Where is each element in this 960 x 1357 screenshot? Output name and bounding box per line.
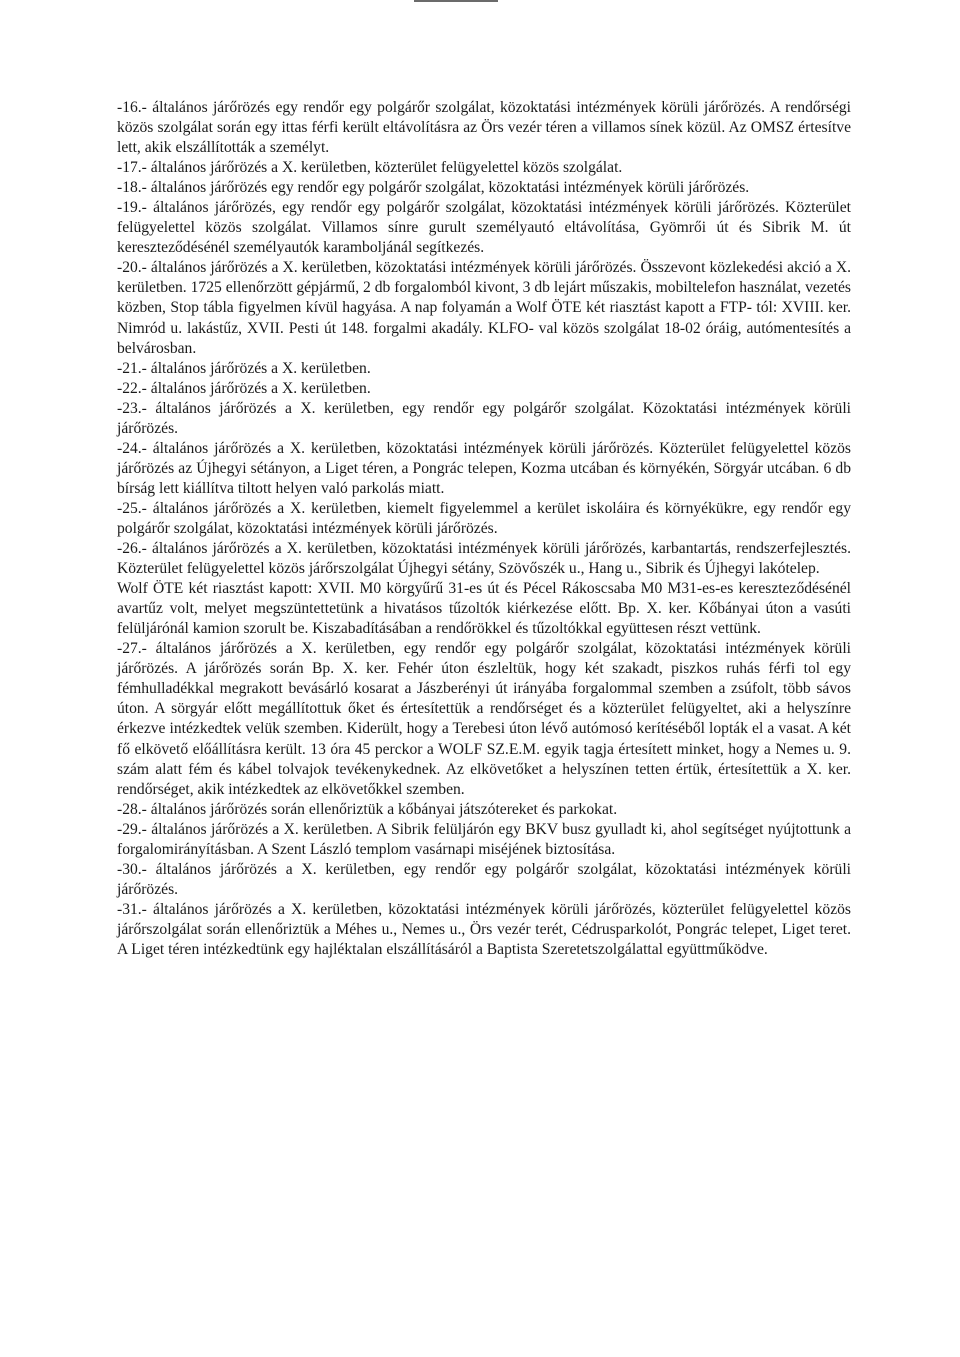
entry-day-29: -29.- általános járőrözés a X. kerületben. A Sibrik felüljárón egy BKV busz gyulladt ki, ahol segítséget nyújtottunk a forgalomirányításban. A Szent László templom vasárnapi miséjének biztosítása. [117,820,851,858]
entry-wolf-ote-alarms: Wolf ÖTE két riasztást kapott: XVII. M0 körgyűrű 31-es út és Pécel Rákoscsaba M0 M31-es-es kereszteződésénél avartűz volt, melyet megszüntettetünk a hivatásos tűzoltók kiérkezése előtt. Bp. X. ker. Kőbányai úton a vasúti felüljárónál kamion szorult be. Kiszabadításában a rendőrökkel és tűzoltókkal együttesen részt vettünk. [117,580,851,638]
entry-day-20: -20.- általános járőrözés a X. kerületben, közoktatási intézmények körüli járőrözés. Összevont közlekedési akció a X. kerületben. 1725 ellenőrzött gépjármű, 2 db forgalomból kivont, 3 db lejárt műszakis, mobiltelefon használat, vezetés közben, Stop tábla figyelmen kívül hagyása. A nap folyamán a Wolf ÖTE két riasztást kapott a FTP- tól: XVIII. ker. Nimród u. lakástűz, XVII. Pesti út 148. forgalmi akadály. KLFO- val közös szolgálat 18-02 óráig, autómentesítés a belvárosban. [117,259,851,357]
entry-day-25: -25.- általános járőrözés a X. kerületben, kiemelt figyelemmel a kerület iskoláira és környékükre, egy rendőr egy polgárőr szolgálat, közoktatási intézmények körüli járőrözés. [117,499,851,537]
scan-edge-mark [414,0,498,2]
report-body [117,98,851,960]
entry-day-23: -23.- általános járőrözés a X. kerületben, egy rendőr egy polgárőr szolgálat. Közoktatási intézmények körüli járőrözés. [117,399,851,437]
entry-day-18: -18.- általános járőrözés egy rendőr egy polgárőr szolgálat, közoktatási intézmények körüli járőrözés. [117,179,750,197]
entry-day-31: -31.- általános járőrözés a X. kerületben, közoktatási intézmények körüli járőrözés, közterület felügyelettel közös járőrszolgálat során ellenőriztük a Méhes u., Nemes u., Örs vezér terét, Cédrusparkolót, Pongrác telepet, Liget teret. A Liget téren intézkedtünk egy hajléktalan elszállításáról a Baptista Szeretetszolgálattal együttműködve. [117,900,851,958]
entry-day-17: -17.- általános járőrözés a X. kerületben, közterület felügyelettel közös szolgálat. [117,159,623,177]
entry-day-21: -21.- általános járőrözés a X. kerületben. [117,359,371,377]
entry-day-26: -26.- általános járőrözés a X. kerületben, közoktatási intézmények körüli járőrözés, karbantartás, rendszerfejlesztés. Közterület felügyelettel közös járőrszolgálat Újhegyi sétány, Szövőszék u., Hang u., Sibrik és Újhegyi lakótelep. [117,540,851,578]
entry-day-27: -27.- általános járőrözés a X. kerületben, egy rendőr egy polgárőr szolgálat, közoktatási intézmények körüli járőrözés. A járőrözés során Bp. X. ker. Fehér úton észleltük, hogy két szakadt, piszkos ruhás férfi tol egy fémhulladékkal megrakott bevásárló kosarat a Jászberényi út irányába forgalommal szemben a zsúfolt, több sávos úton. A sörgyár előtt megállítottuk őket és értesítettük a rendőrséget és a közterület felügyeltet, aki a helyszínre érkezve intézkedtek velük szemben. Kiderült, hogy a Terebesi úton lévő autómosó kerítéséből lopták el a vasat. A két fő elkövető előállításra került. 13 óra 45 perckor a WOLF SZ.E.M. egyik tagja értesített minket, hogy a Nemes u. 9. szám alatt fém és kábel tolvajok tevékenykednek. Az elkövetőket a helyszínen tetten értük, értesítettük a X. ker. rendőrséget, akik intézkedtek az elkövetőkkel szemben. [117,640,851,798]
entry-day-30: -30.- általános járőrözés a X. kerületben, egy rendőr egy polgárőr szolgálat, közoktatási intézmények körüli járőrözés. [117,860,851,898]
entry-day-22: -22.- általános járőrözés a X. kerületben. [117,379,371,397]
entry-day-16: -16.- általános járőrözés egy rendőr egy polgárőr szolgálat, közoktatási intézmények körüli járőrözés. A rendőrségi közös szolgálat során egy ittas férfi került eltávolításra az Örs vezér téren a villamos sínek közül. Az OMSZ értesítve lett, akik elszállították a személyt. [117,99,851,157]
entry-day-24: -24.- általános járőrözés a X. kerületben, közoktatási intézmények körüli járőrözés. Közterület felügyelettel közös járőrözés az Újhegyi sétányon, a Liget téren, a Pongrác telepen, Kozma utcában és környékén, Sörgyár utcában. 6 db bírság lett kiállítva tiltott helyen való parkolás miatt. [117,439,851,497]
entry-day-19: -19.- általános járőrözés, egy rendőr egy polgárőr szolgálat, közoktatási intézmények körüli járőrözés. Közterület felügyelettel közös szolgálat. Villamos sínre gurult személyautó eltávolítása, Gyömrői út és Sibrik M. út kereszteződésénél személyautók karamboljánál segítkezés. [117,199,851,257]
entry-day-28: -28.- általános járőrözés során ellenőriztük a kőbányai játszótereket és parkokat. [117,800,618,818]
